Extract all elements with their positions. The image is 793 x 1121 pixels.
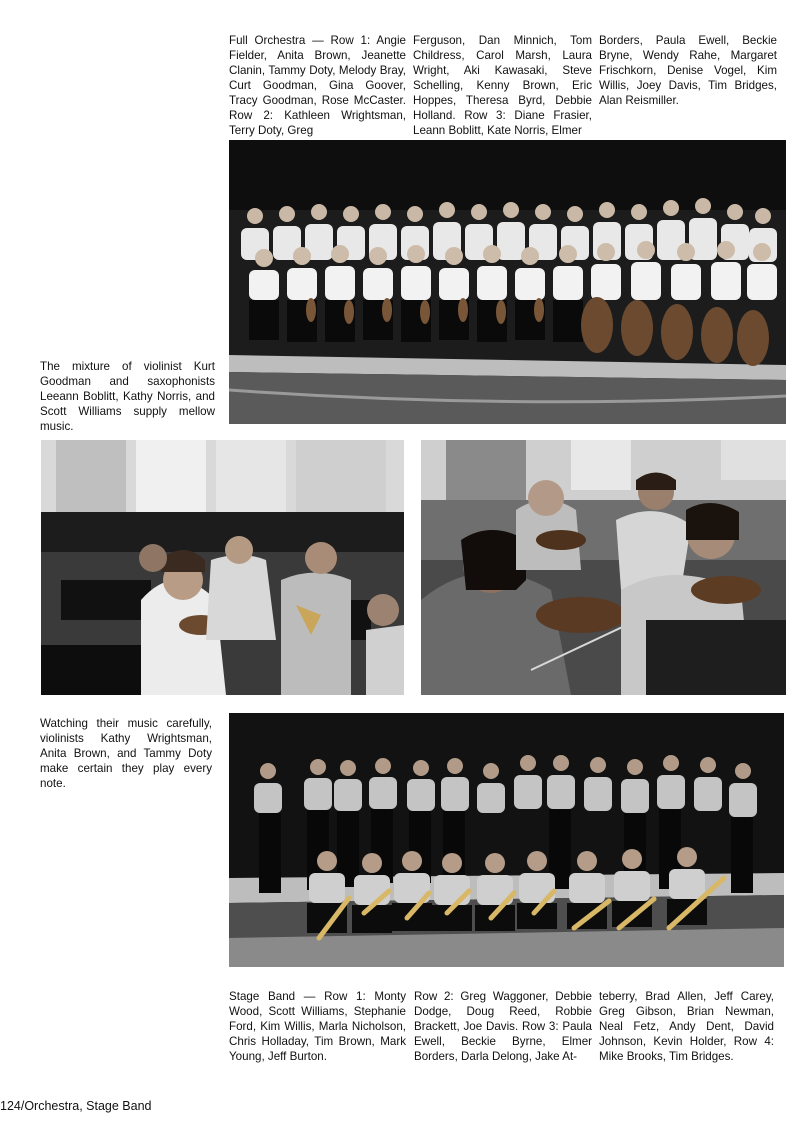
- stage-band-caption-col-1: Stage Band — Row 1: Monty Wood, Scott Williams, Stephanie Ford, Kim Willis, Marla Nicholson, Chris Holladay, Tim Brown, Mark Young, Jeff Burton.: [229, 990, 406, 1063]
- page-footer: 124/Orchestra, Stage Band: [0, 1099, 152, 1113]
- violinists-photo: [421, 440, 786, 695]
- violin-saxophone-photo: [41, 440, 404, 695]
- orchestra-caption-col-3: Borders, Paula Ewell, Beckie Bryne, Wendy Rahe, Margaret Frischkorn, Denise Vogel, Kim Willis, Joey Davis, Tim Bridges, Alan Reismiller.: [599, 34, 777, 107]
- stage-band-photo: [229, 713, 784, 967]
- side-caption-violin-sax: The mixture of violinist Kurt Goodman and saxophonists Leeann Boblitt, Kathy Norris, and Scott Williams supply mellow music.: [40, 360, 215, 433]
- stage-band-caption-col-2: Row 2: Greg Waggoner, Debbie Dodge, Doug Reed, Robbie Brackett, Joe Davis. Row 3: Paula Ewell, Beckie Byrne, Elmer Borders, Darla Delong, Jake At-: [414, 990, 592, 1063]
- orchestra-caption-col-2: Ferguson, Dan Minnich, Tom Childress, Carol Marsh, Laura Wright, Aki Kawasaki, Steve Schelling, Kenny Brown, Eric Hoppes, Theresa Byrd, Debbie Holland. Row 3: Diane Frasier, Leann Boblitt, Kate Norris, Elmer: [413, 34, 592, 137]
- side-caption-violinists: Watching their music carefully, violinists Kathy Wrightsman, Anita Brown, and Tammy Doty make certain they play every note.: [40, 717, 212, 790]
- orchestra-caption-col-1: Full Orchestra — Row 1: Angie Fielder, Anita Brown, Jeanette Clanin, Tammy Doty, Melody Bray, Curt Goodman, Gina Goover, Tracy Goodman, Rose McCaster. Row 2: Kathleen Wrightsman, Terry Doty, Greg: [229, 34, 406, 137]
- full-orchestra-photo: [229, 140, 786, 424]
- stage-band-caption-col-3: teberry, Brad Allen, Jeff Carey, Greg Gibson, Brian Newman, Neal Fetz, Andy Dent, David Johnson, Kevin Holder, Row 4: Mike Brooks, Tim Bridges.: [599, 990, 774, 1063]
